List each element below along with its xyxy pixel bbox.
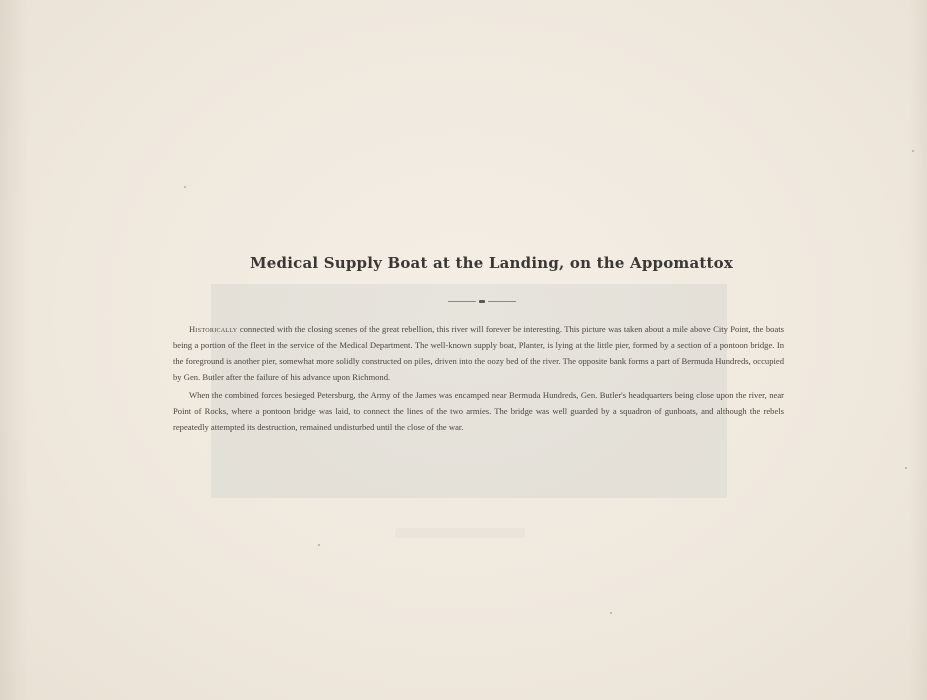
- paragraph-body: When the combined forces besieged Petersburg, the Army of the James was encamped near Bermuda Hundreds, Gen. Butler's headquarters being close upon the river, near Point of Rocks, where a pontoon bridge was laid, to connect the lines of the two armies. The bridge was well guarded by a squadron of gunboats, and although the rebels repeatedly attempted its destruction, remained undisturbed until the close of the war.: [173, 390, 784, 432]
- ornament-line-right: [488, 301, 516, 302]
- ornament-line-left: [448, 301, 476, 302]
- paragraph-body: connected with the closing scenes of the great rebellion, this river will forever be interesting. This picture was taken about a mile above City Point, the boats being a portion of the fleet in the service of the Medical Department. The well-known supply boat, Planter, is lying at the little pier, formed by a section of a pontoon bridge. In the foreground is another pier, somewhat more solidly constructed on piles, driven into the oozy bed of the river. The opposite bank forms a part of Bermuda Hundreds, occupied by Gen. Butler after the failure of his advance upon Richmond.: [173, 324, 784, 382]
- page-edge: [909, 0, 927, 700]
- paper-speck: [912, 150, 914, 152]
- paper-speck: [184, 186, 186, 188]
- ornament-center: [479, 300, 485, 303]
- paper-speck: [610, 612, 612, 614]
- paragraph-1: [173, 321, 784, 385]
- paragraph-lead: Historically: [189, 324, 238, 334]
- page-title: Medical Supply Boat at the Landing, on the Appomattox: [250, 254, 734, 272]
- spine-shadow: [0, 0, 28, 700]
- body-text: [173, 321, 784, 437]
- title-ornament: [448, 300, 516, 303]
- caption-bleed-through: [395, 528, 525, 538]
- paper-speck: [905, 467, 907, 469]
- paragraph-2: [173, 387, 784, 435]
- paper-speck: [318, 544, 320, 546]
